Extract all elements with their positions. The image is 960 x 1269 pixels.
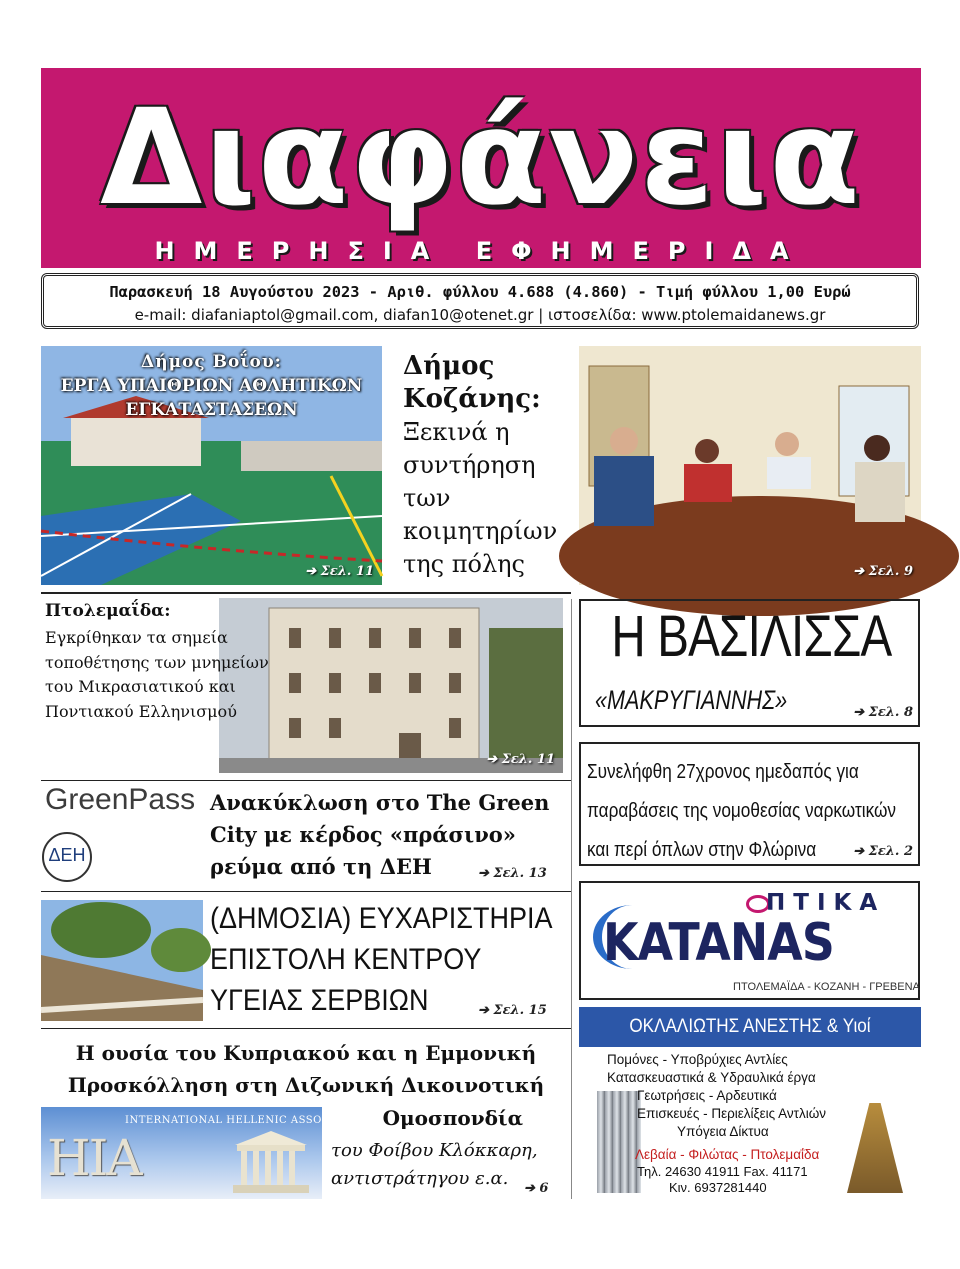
katanas-cities: ΠΤΟΛΕΜΑΪΔΑ - ΚΟΖΑΝΗ - ΓΡΕΒΕΝΑ bbox=[733, 981, 920, 993]
voio-caption-title-2: ΕΓΚΑΤΑΣΤΑΣΕΩΝ bbox=[125, 400, 298, 420]
ad-locations: Λεβαία - Φιλώτας - Πτολεμαΐδα bbox=[635, 1147, 820, 1162]
issue-info-box bbox=[41, 273, 919, 329]
servia-wall-photo[interactable] bbox=[41, 900, 203, 1021]
ptolemaida-headline[interactable]: Πτολεμαΐδα: bbox=[45, 601, 171, 621]
newspaper-title: Διαφάνεια bbox=[100, 81, 862, 235]
kozani-page-ref[interactable]: ➔ Σελ. 9 bbox=[853, 564, 913, 579]
greenpass-headline-line: City με κέρδος «πράσινο» bbox=[210, 822, 516, 847]
ad-phone-fax: Τηλ. 24630 41911 Fax. 41171 bbox=[637, 1164, 808, 1179]
greenpass-page-ref[interactable]: ➔ Σελ. 13 bbox=[478, 866, 547, 881]
hia-logo-letters: HIA bbox=[47, 1129, 141, 1187]
cyprus-author-title: αντιστράτηγου ε.α. bbox=[331, 1168, 509, 1189]
servia-headline-line: ΕΠΙΣΤΟΛΗ ΚΕΝΤΡΟΥ bbox=[210, 943, 482, 976]
florina-story-box[interactable] bbox=[579, 742, 920, 866]
kozani-headline[interactable]: Δήμος Κοζάνης: bbox=[403, 351, 541, 414]
divider bbox=[41, 780, 571, 781]
deh-logo bbox=[42, 832, 92, 882]
newspaper-subtitle: ΗΜΕΡΗΣΙΑ ΕΦΗΜΕΡΙΔΑ bbox=[154, 237, 808, 265]
voio-caption-title-1: ΕΡΓΑ ΥΠΑΙΘΡΙΩΝ ΑΘΛΗΤΙΚΩΝ bbox=[60, 376, 363, 396]
cyprus-headline-line[interactable]: Η ουσία του Κυπριακού και η Εμμονική bbox=[75, 1041, 537, 1065]
vasilissa-subheadline: «ΜΑΚΡΥΓΙΑΝΝΗΣ» bbox=[595, 685, 788, 715]
divider bbox=[41, 891, 571, 892]
servia-headline-line: ΥΓΕΙΑΣ ΣΕΡΒΙΩΝ bbox=[210, 984, 429, 1017]
greenpass-logo: GreenPass bbox=[45, 783, 196, 816]
vasilissa-page-ref[interactable]: ➔ Σελ. 8 bbox=[853, 705, 913, 720]
masthead bbox=[41, 68, 921, 268]
servia-headline-line: (ΔΗΜΟΣΙΑ) ΕΥΧΑΡΙΣΤΗΡΙΑ bbox=[210, 902, 553, 935]
katanas-brand: KATANAS bbox=[603, 913, 834, 973]
cyprus-page-ref[interactable]: ➔ 6 bbox=[524, 1181, 549, 1196]
florina-headline-line: Συνελήφθη 27χρονος ημεδαπός για bbox=[587, 761, 859, 783]
hia-banner-text: INTERNATIONAL HELLENIC ASSOCIATION bbox=[125, 1115, 372, 1126]
contact-info-line[interactable]: e-mail: diafaniaptol@gmail.com, diafan10@otenet.gr | ιστοσελίδα: www.ptolemaidanews.gr bbox=[134, 306, 826, 324]
servia-page-ref[interactable]: ➔ Σελ. 15 bbox=[478, 1003, 547, 1018]
ad-service-item: Κατασκευαστικά & Υδραυλικά έργα bbox=[607, 1070, 816, 1085]
voio-sports-court-photo[interactable] bbox=[41, 346, 382, 585]
oklaliotis-pumps-ad[interactable] bbox=[579, 1007, 921, 1199]
ad-company-name: ΟΚΛΑΛΙΩΤΗΣ ΑΝΕΣΤΗΣ & Υιοί bbox=[629, 1016, 871, 1037]
cyprus-headline-line[interactable]: Ομοσπονδία bbox=[382, 1106, 523, 1130]
voio-caption-municipality: Δήμος Βοΐου: bbox=[141, 352, 282, 372]
ad-header bbox=[579, 1007, 921, 1047]
wall-illustration bbox=[41, 900, 203, 1021]
cyprus-author: του Φοίβου Κλόκκαρη, bbox=[331, 1140, 538, 1161]
florina-page-ref[interactable]: ➔ Σελ. 2 bbox=[853, 844, 913, 859]
ad-service-item: Επισκευές - Περιελίξεις Αντλιών bbox=[637, 1106, 826, 1121]
parthenon-icon bbox=[231, 1129, 311, 1195]
column-divider bbox=[571, 599, 572, 1199]
deh-logo-text: ΔΕΗ bbox=[48, 845, 86, 865]
greenpass-headline-line: ρεύμα από τη ΔΕΗ bbox=[210, 854, 432, 879]
katanas-optics-ad[interactable] bbox=[579, 881, 920, 1000]
greenpass-headline-line: Ανακύκλωση στο The Green bbox=[210, 790, 550, 815]
ad-service-item: Υπόγεια Δίκτυα bbox=[677, 1124, 769, 1139]
ptolemaida-page-ref[interactable]: ➔ Σελ. 11 bbox=[486, 752, 555, 767]
florina-headline-line: παραβάσεις της νομοθεσίας ναρκωτικών bbox=[587, 800, 896, 822]
ad-mobile: Κιν. 6937281440 bbox=[669, 1180, 767, 1195]
meeting-illustration bbox=[579, 346, 921, 585]
cyprus-headline-line[interactable]: Προσκόλληση στη Διζωνική Δικοινοτική bbox=[67, 1073, 545, 1097]
optika-label: ΠΤΙΚΑ bbox=[766, 890, 886, 916]
florina-headline-line: και περί όπλων στην Φλώρινα bbox=[587, 839, 817, 861]
hia-banner-image bbox=[41, 1107, 372, 1199]
issue-info-line: Παρασκευή 18 Αυγούστου 2023 - Αριθ. φύλλου 4.688 (4.860) - Τιμή φύλλου 1,00 Ευρώ bbox=[109, 283, 851, 301]
kozani-subheadline: Ξεκινά η συντήρηση των κοιμητηρίων της πόλης bbox=[403, 418, 558, 578]
vasilissa-headline: Η ΒΑΣΙΛΙΣΣΑ bbox=[611, 604, 892, 669]
kozani-meeting-photo[interactable] bbox=[579, 346, 921, 585]
divider bbox=[41, 1028, 571, 1029]
ad-service-item: Πομόνες - Υποβρύχιες Αντλίες bbox=[607, 1052, 788, 1067]
divider bbox=[41, 592, 571, 594]
ad-services-list bbox=[607, 1051, 917, 1141]
ad-service-item: Γεωτρήσεις - Αρδευτικά bbox=[637, 1088, 777, 1103]
voio-page-ref[interactable]: ➔ Σελ. 11 bbox=[305, 564, 374, 579]
vasilissa-story-box[interactable] bbox=[579, 599, 920, 727]
ptolemaida-subheadline: Εγκρίθηκαν τα σημεία τοποθέτησης των μνημείων του Μικρασιατικού και Ποντιακού Ελληνισμού bbox=[45, 628, 269, 721]
